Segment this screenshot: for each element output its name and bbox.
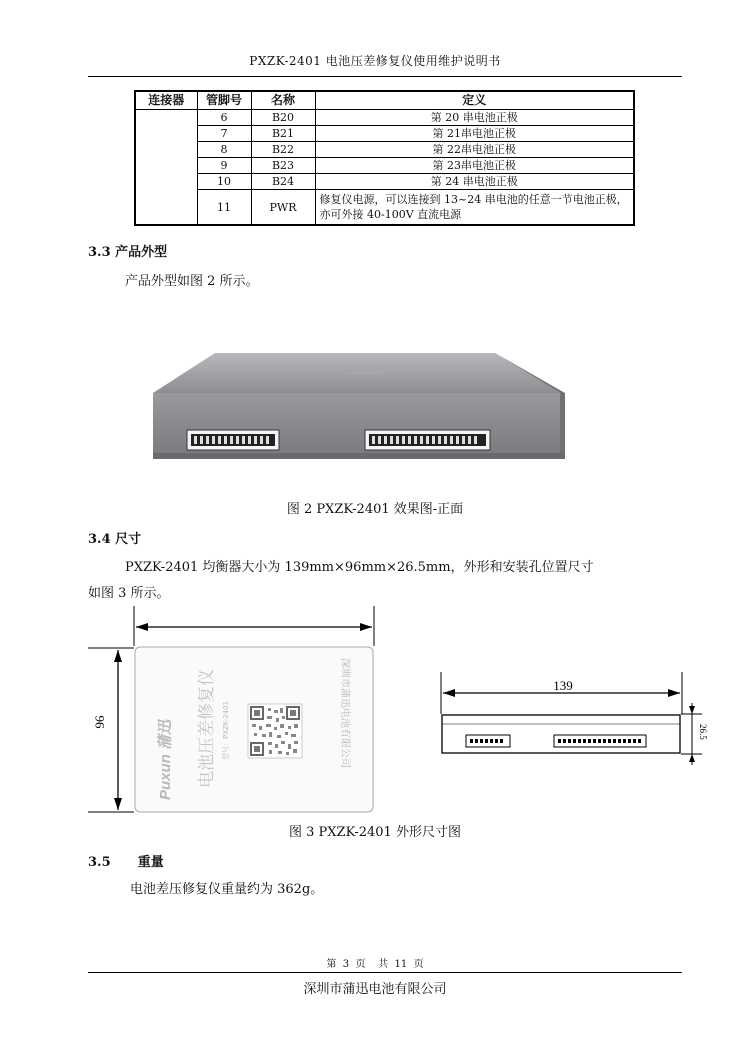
pin-cell: 7 <box>197 126 251 142</box>
arrow-head-icon <box>443 689 455 697</box>
device-label-recess <box>345 367 385 375</box>
model-text: 型号：PXZK-2401 <box>222 700 230 760</box>
side-width-label: 139 <box>553 678 573 693</box>
dimension-drawing-figure <box>88 600 708 820</box>
section-body-3-5: 电池差压修复仪重量约为 362g。 <box>130 882 324 897</box>
definition-cell: 第 22串电池正极 <box>315 142 634 158</box>
table-row <box>135 190 634 226</box>
arrow-head-icon <box>689 706 695 714</box>
definition-cell: 修复仪电源，可以连接到 13~24 串电池的任意一节电池正极，亦可外接 40-100V 直流电源 <box>315 190 634 226</box>
header-rule <box>88 76 682 77</box>
side-view <box>441 672 708 765</box>
footer-rule <box>88 972 682 973</box>
table-row <box>135 158 634 174</box>
pin-cell: 10 <box>197 174 251 190</box>
pin-definition-table <box>134 90 635 226</box>
section-heading-3-4: 3.4 尺寸 <box>88 532 142 547</box>
table-row <box>135 110 634 126</box>
arrow-head-icon <box>689 754 695 762</box>
arrow-head-icon <box>136 623 148 631</box>
connector-right <box>365 430 490 450</box>
name-cell: B23 <box>251 158 315 174</box>
col-header-connector: 连接器 <box>135 91 197 110</box>
definition-cell: 第 24 串电池正极 <box>315 174 634 190</box>
table-row <box>135 142 634 158</box>
definition-cell: 第 20 串电池正极 <box>315 110 634 126</box>
col-header-pin: 管脚号 <box>197 91 251 110</box>
top-view <box>88 606 374 812</box>
table-row <box>135 126 634 142</box>
arrow-head-icon <box>114 798 122 810</box>
section-body-3-3: 产品外型如图 2 所示。 <box>125 274 259 289</box>
page-number: 第 3 页 共 11 页 <box>326 959 424 970</box>
running-header: PXZK-2401 电池压差修复仪使用维护说明书 <box>249 54 501 68</box>
arrow-head-icon <box>668 689 680 697</box>
table-row <box>135 174 634 190</box>
brand-logo-text: Puxun 蒲迅 <box>157 719 174 800</box>
height-label: 96 <box>92 715 107 729</box>
arrow-head-icon <box>114 650 122 662</box>
pin-cell: 11 <box>197 190 251 226</box>
col-header-name: 名称 <box>251 91 315 110</box>
company-vertical-text: 深圳市蒲迅电池有限公司 <box>339 658 350 768</box>
connector-cell <box>135 110 197 226</box>
table-header-row <box>135 91 634 110</box>
section-body-3-4-line1: PXZK-2401 均衡器大小为 139mm×96mm×26.5mm，外形和安装孔位置尺寸 <box>125 560 594 575</box>
arrow-head-icon <box>360 623 372 631</box>
name-cell: B24 <box>251 174 315 190</box>
pin-cell: 9 <box>197 158 251 174</box>
name-cell: B22 <box>251 142 315 158</box>
section-heading-3-3: 3.3 产品外型 <box>88 245 168 260</box>
figure-2-caption: 图 2 PXZK-2401 效果图-正面 <box>286 502 464 517</box>
section-body-3-4-line2: 如图 3 所示。 <box>88 586 170 601</box>
name-cell: PWR <box>251 190 315 226</box>
name-cell: B21 <box>251 126 315 142</box>
connector-left <box>187 430 279 450</box>
pin-cell: 6 <box>197 110 251 126</box>
product-render-figure <box>135 345 565 470</box>
definition-cell: 第 21串电池正极 <box>315 126 634 142</box>
product-name-text: 电池压差修复仪 <box>197 669 217 788</box>
pin-cell: 8 <box>197 142 251 158</box>
qr-code-icon <box>248 704 302 758</box>
definition-cell: 第 23串电池正极 <box>315 158 634 174</box>
name-cell: B20 <box>251 110 315 126</box>
footer-company: 深圳市蒲迅电池有限公司 <box>303 982 447 997</box>
section-heading-3-5: 3.5 重量 <box>88 855 164 870</box>
figure-3-caption: 图 3 PXZK-2401 外形尺寸图 <box>289 825 461 840</box>
col-header-definition: 定义 <box>315 91 634 110</box>
thickness-label: 26.5 <box>698 724 708 740</box>
device-base-strip <box>153 453 565 459</box>
